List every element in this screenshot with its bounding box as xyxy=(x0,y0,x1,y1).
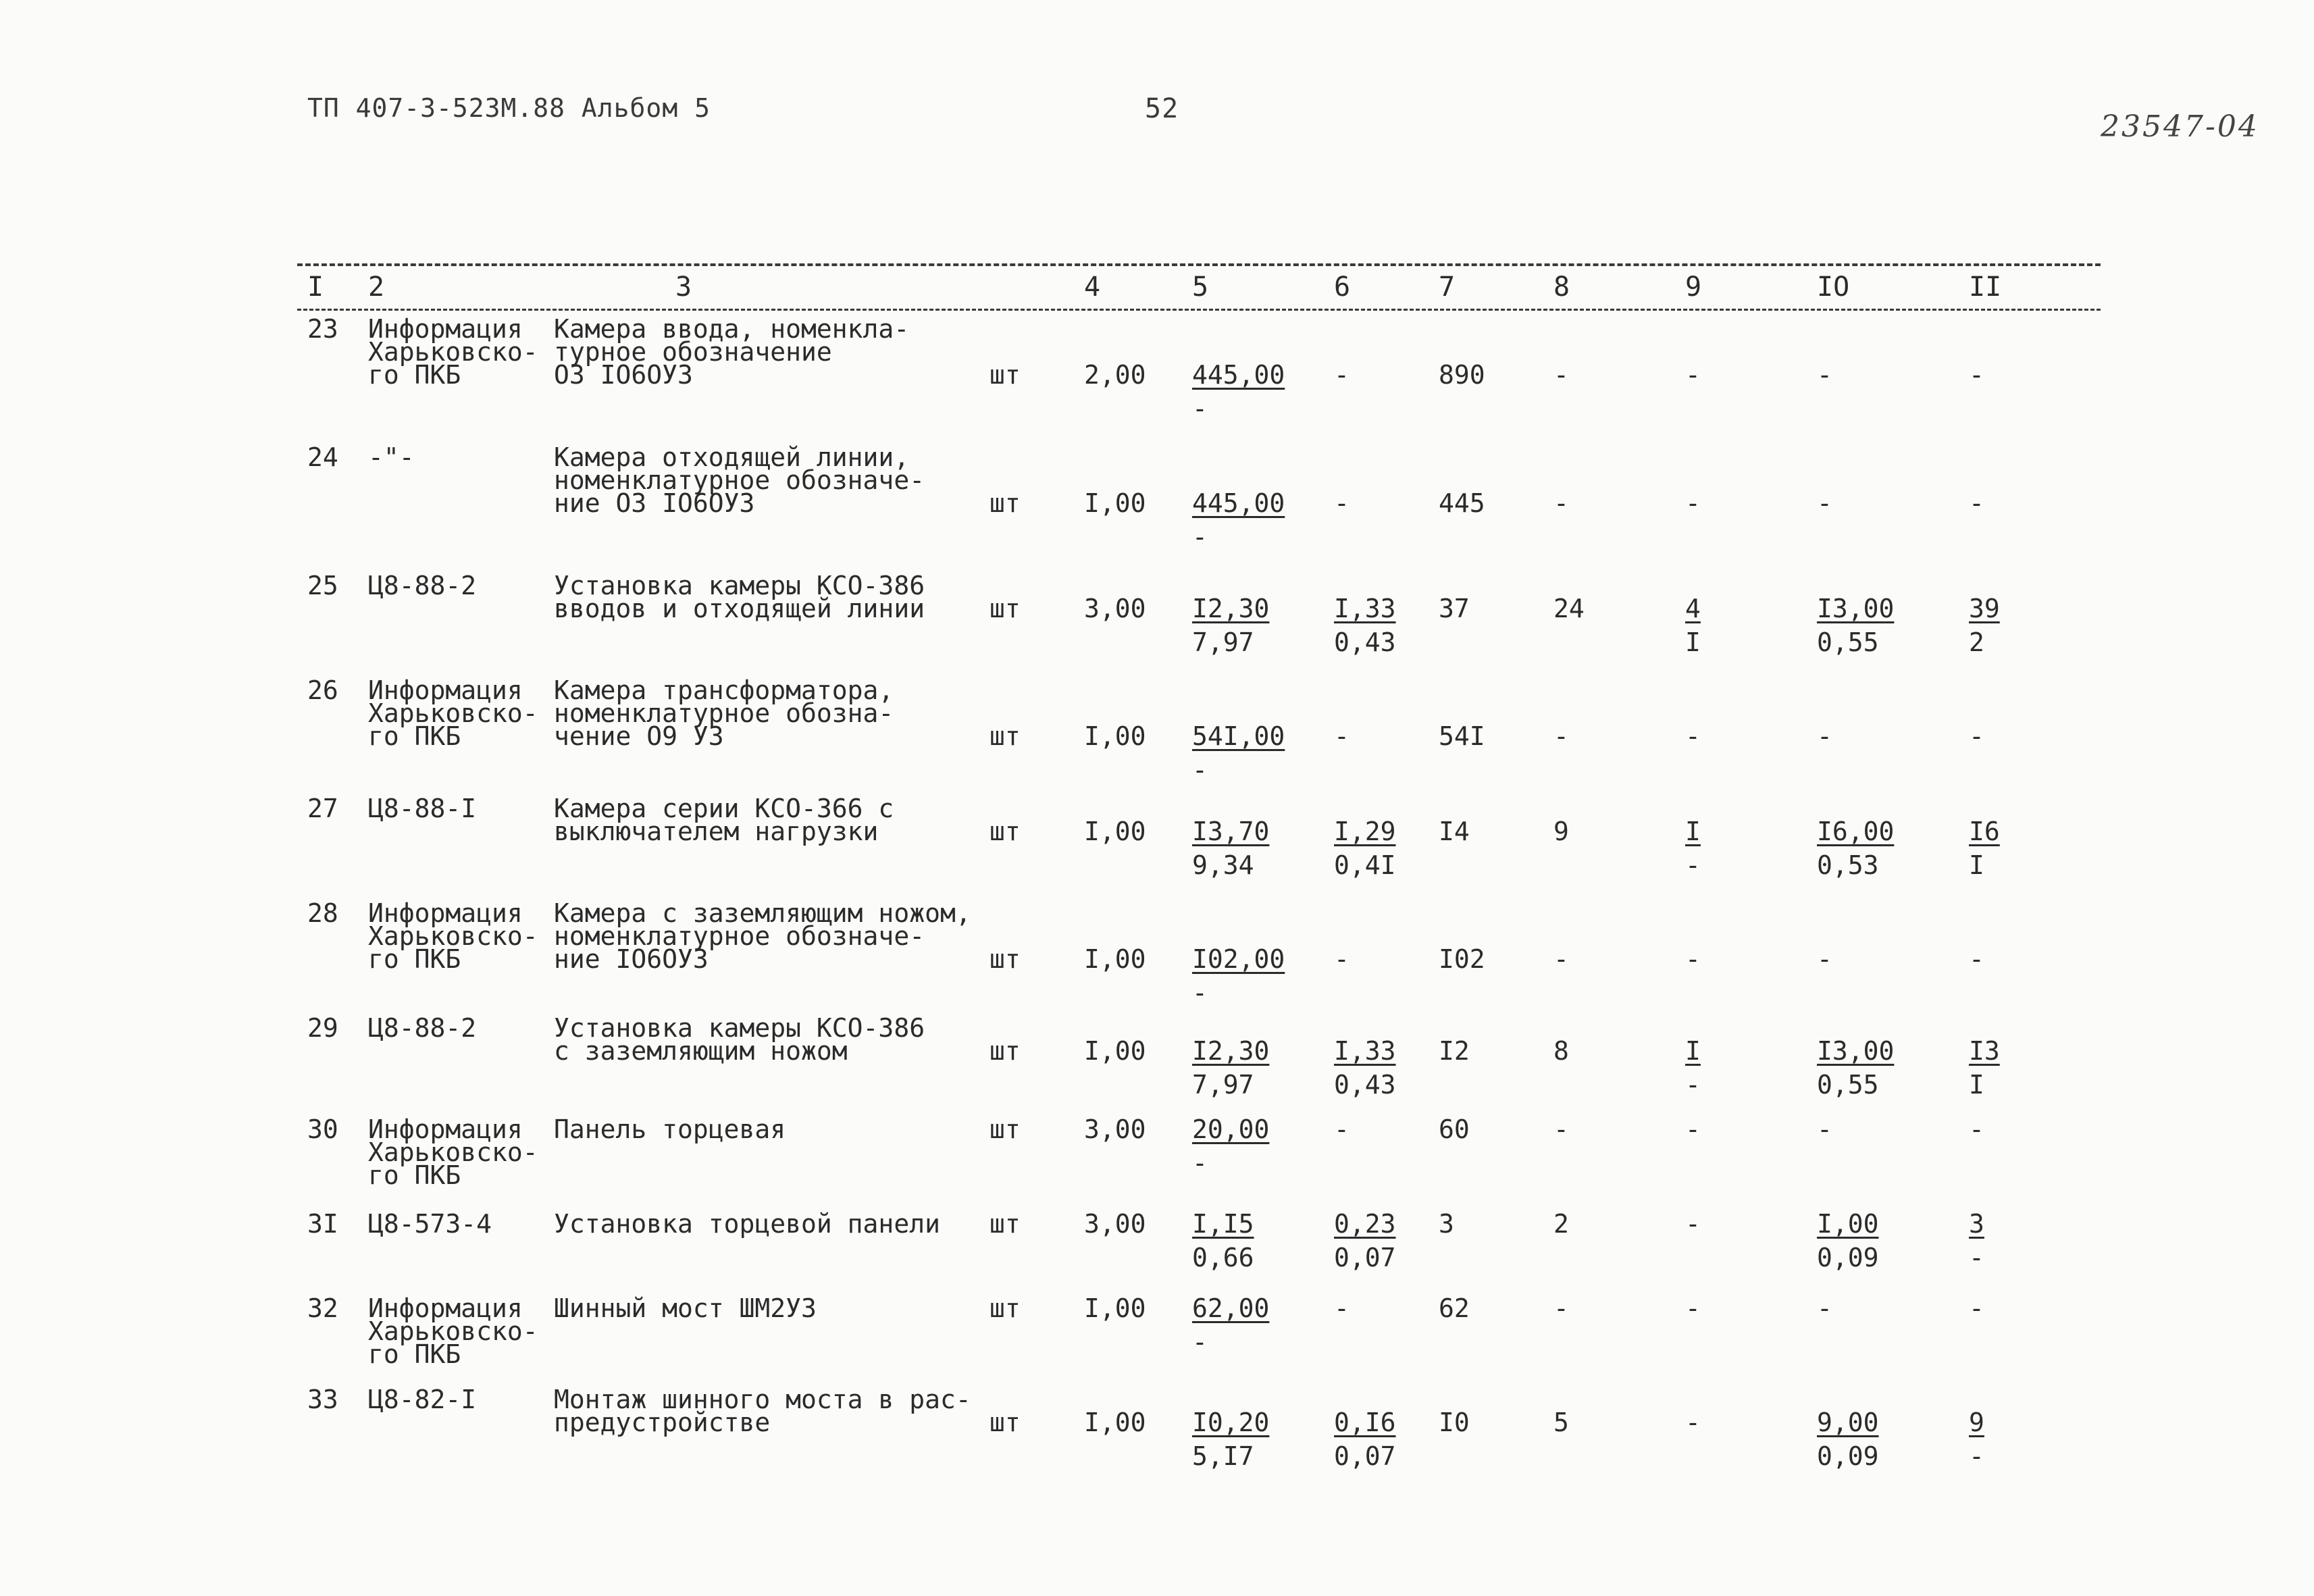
row-col9-bottom: I xyxy=(1685,627,1701,657)
row-unit: шт xyxy=(989,944,1021,974)
column-number-3: 3 xyxy=(675,272,692,303)
row-col5-top: I02,00 xyxy=(1192,944,1285,974)
table-top-rule xyxy=(297,263,2101,266)
row-code: Ц8-88-I xyxy=(368,794,477,823)
row-col6-top: - xyxy=(1334,1293,1349,1323)
row-code: Информация Харьковско- го ПКБ xyxy=(368,1114,538,1190)
row-col10-top: - xyxy=(1817,721,1832,751)
row-description: Установка камеры КСО-386 вводов и отходящей линии xyxy=(554,571,925,623)
row-number: 29 xyxy=(307,1013,338,1043)
row-col6-top: I,29 xyxy=(1334,817,1396,846)
row-code: Ц8-88-2 xyxy=(368,1013,477,1043)
row-col8: 24 xyxy=(1553,594,1585,623)
row-unit: шт xyxy=(989,488,1021,518)
row-col11-top: 9 xyxy=(1969,1408,1984,1437)
row-quantity: 3,00 xyxy=(1084,1114,1146,1144)
row-code: Ц8-88-2 xyxy=(368,571,477,600)
row-col5-top: I,I5 xyxy=(1192,1209,1254,1239)
row-number: 32 xyxy=(307,1293,338,1323)
row-col5-top: I2,30 xyxy=(1192,1036,1270,1066)
row-number: 28 xyxy=(307,898,338,928)
row-col7: 890 xyxy=(1439,360,1485,390)
row-col7: 54I xyxy=(1439,721,1485,751)
row-description: Установка камеры КСО-386 с заземляющим ножом xyxy=(554,1013,925,1066)
row-description: Камера серии КСО-366 с выключателем нагрузки xyxy=(554,794,894,846)
row-col7: 37 xyxy=(1439,594,1470,623)
row-col5-top: 54I,00 xyxy=(1192,721,1285,751)
row-col8: 9 xyxy=(1553,817,1569,846)
row-col5-top: 20,00 xyxy=(1192,1114,1270,1144)
row-code: Информация Харьковско- го ПКБ xyxy=(368,314,538,390)
row-code: Информация Харьковско- го ПКБ xyxy=(368,1293,538,1369)
row-col9-bottom: - xyxy=(1685,1070,1701,1100)
row-col8: - xyxy=(1553,1114,1569,1144)
row-quantity: I,00 xyxy=(1084,1293,1146,1323)
row-col5-bottom: - xyxy=(1192,522,1208,552)
row-col11-bottom: - xyxy=(1969,1243,1984,1272)
row-code: Информация Харьковско- го ПКБ xyxy=(368,675,538,751)
row-col8: 2 xyxy=(1553,1209,1569,1239)
column-number-1: I xyxy=(307,272,324,303)
row-col11-top: I3 xyxy=(1969,1036,2000,1066)
row-col5-top: I0,20 xyxy=(1192,1408,1270,1437)
row-col6-top: - xyxy=(1334,944,1349,974)
row-col7: I02 xyxy=(1439,944,1485,974)
row-col5-bottom: - xyxy=(1192,978,1208,1008)
column-number-6: 5 xyxy=(1192,272,1209,303)
row-col11-top: - xyxy=(1969,944,1984,974)
row-col9-top: I xyxy=(1685,1036,1701,1066)
row-description: Шинный мост ШМ2УЗ xyxy=(554,1293,817,1323)
row-col10-top: - xyxy=(1817,944,1832,974)
row-number: 24 xyxy=(307,442,338,472)
row-description: Камера с заземляющим ножом, номенклатурное обозначе- ние IО6ОУЗ xyxy=(554,898,971,974)
row-col11-bottom: - xyxy=(1969,1441,1984,1471)
row-col5-top: I3,70 xyxy=(1192,817,1270,846)
row-col10-top: I3,00 xyxy=(1817,1036,1895,1066)
row-col9-top: 4 xyxy=(1685,594,1701,623)
row-col5-bottom: 7,97 xyxy=(1192,1070,1254,1100)
row-quantity: I,00 xyxy=(1084,488,1146,518)
row-col6-bottom: 0,43 xyxy=(1334,1070,1396,1100)
row-col11-top: - xyxy=(1969,1293,1984,1323)
row-col10-bottom: 0,55 xyxy=(1817,1070,1879,1100)
row-unit: шт xyxy=(989,594,1021,623)
row-description: Камера трансформатора, номенклатурное обозна- чение О9 УЗ xyxy=(554,675,894,751)
row-col10-bottom: 0,09 xyxy=(1817,1243,1879,1272)
row-number: 23 xyxy=(307,314,338,344)
row-unit: шт xyxy=(989,1209,1021,1239)
column-number-2: 2 xyxy=(368,272,385,303)
row-col10-top: - xyxy=(1817,1293,1832,1323)
row-col8: - xyxy=(1553,721,1569,751)
row-col9-top: - xyxy=(1685,1293,1701,1323)
row-col10-top: I,00 xyxy=(1817,1209,1879,1239)
row-col9-top: - xyxy=(1685,1408,1701,1437)
row-col6-top: 0,I6 xyxy=(1334,1408,1396,1437)
row-number: 3I xyxy=(307,1209,338,1239)
row-quantity: I,00 xyxy=(1084,721,1146,751)
row-quantity: I,00 xyxy=(1084,1408,1146,1437)
row-col11-top: - xyxy=(1969,488,1984,518)
row-col6-bottom: 0,4I xyxy=(1334,850,1396,880)
row-col10-bottom: 0,55 xyxy=(1817,627,1879,657)
row-code: Информация Харьковско- го ПКБ xyxy=(368,898,538,974)
row-quantity: I,00 xyxy=(1084,944,1146,974)
row-col5-top: 445,00 xyxy=(1192,360,1285,390)
row-unit: шт xyxy=(989,1293,1021,1323)
row-col5-bottom: - xyxy=(1192,755,1208,785)
row-col11-top: I6 xyxy=(1969,817,2000,846)
row-col8: - xyxy=(1553,488,1569,518)
column-number-12: II xyxy=(1969,272,2002,303)
column-number-9: 8 xyxy=(1553,272,1570,303)
row-col6-top: - xyxy=(1334,721,1349,751)
row-col11-bottom: I xyxy=(1969,850,1984,880)
row-col11-top: - xyxy=(1969,1114,1984,1144)
archive-stamp: 23547-04 xyxy=(2101,109,2259,144)
row-col6-bottom: 0,43 xyxy=(1334,627,1396,657)
row-quantity: 3,00 xyxy=(1084,1209,1146,1239)
row-col10-top: - xyxy=(1817,360,1832,390)
row-col11-top: 3 xyxy=(1969,1209,1984,1239)
row-code: Ц8-573-4 xyxy=(368,1209,492,1239)
row-description: Установка торцевой панели xyxy=(554,1209,940,1239)
row-unit: шт xyxy=(989,817,1021,846)
row-col6-top: 0,23 xyxy=(1334,1209,1396,1239)
row-col7: 3 xyxy=(1439,1209,1454,1239)
row-col6-top: - xyxy=(1334,488,1349,518)
header-bottom-rule xyxy=(297,309,2101,311)
row-col9-top: - xyxy=(1685,488,1701,518)
row-col8: - xyxy=(1553,944,1569,974)
row-col9-top: - xyxy=(1685,721,1701,751)
row-col9-top: - xyxy=(1685,360,1701,390)
row-col7: I0 xyxy=(1439,1408,1470,1437)
row-col10-top: 9,00 xyxy=(1817,1408,1879,1437)
column-number-8: 7 xyxy=(1439,272,1456,303)
row-col10-bottom: 0,53 xyxy=(1817,850,1879,880)
row-col9-top: - xyxy=(1685,1114,1701,1144)
row-unit: шт xyxy=(989,360,1021,390)
row-col5-top: I2,30 xyxy=(1192,594,1270,623)
row-quantity: I,00 xyxy=(1084,1036,1146,1066)
row-quantity: 2,00 xyxy=(1084,360,1146,390)
row-col11-top: 39 xyxy=(1969,594,2000,623)
row-col9-bottom: - xyxy=(1685,850,1701,880)
row-col5-bottom: - xyxy=(1192,1327,1208,1357)
row-unit: шт xyxy=(989,721,1021,751)
row-col5-top: 62,00 xyxy=(1192,1293,1270,1323)
row-col6-top: - xyxy=(1334,360,1349,390)
row-unit: шт xyxy=(989,1114,1021,1144)
row-col5-bottom: 5,I7 xyxy=(1192,1441,1254,1471)
row-number: 25 xyxy=(307,571,338,600)
row-quantity: 3,00 xyxy=(1084,594,1146,623)
row-col6-bottom: 0,07 xyxy=(1334,1441,1396,1471)
row-number: 26 xyxy=(307,675,338,705)
row-number: 27 xyxy=(307,794,338,823)
row-col7: I2 xyxy=(1439,1036,1470,1066)
row-number: 30 xyxy=(307,1114,338,1144)
row-col9-top: - xyxy=(1685,944,1701,974)
row-col5-bottom: 0,66 xyxy=(1192,1243,1254,1272)
row-number: 33 xyxy=(307,1385,338,1414)
row-col8: - xyxy=(1553,360,1569,390)
row-col10-bottom: 0,09 xyxy=(1817,1441,1879,1471)
row-unit: шт xyxy=(989,1408,1021,1437)
row-code: -"- xyxy=(368,442,415,472)
row-description: Камера отходящей линии, номенклатурное обозначе- ние О3 IО6ОУЗ xyxy=(554,442,925,518)
row-col10-top: I3,00 xyxy=(1817,594,1895,623)
row-col9-top: - xyxy=(1685,1209,1701,1239)
row-col7: 445 xyxy=(1439,488,1485,518)
column-number-7: 6 xyxy=(1334,272,1351,303)
column-number-10: 9 xyxy=(1685,272,1702,303)
row-col6-top: - xyxy=(1334,1114,1349,1144)
row-description: Монтаж шинного моста в рас- предустройстве xyxy=(554,1385,971,1437)
column-number-5: 4 xyxy=(1084,272,1101,303)
document-code: ТП 407-3-523М.88 Альбом 5 xyxy=(307,93,711,123)
row-col6-top: I,33 xyxy=(1334,1036,1396,1066)
row-col11-bottom: I xyxy=(1969,1070,1984,1100)
row-description: Панель торцевая xyxy=(554,1114,786,1144)
row-col8: - xyxy=(1553,1293,1569,1323)
row-code: Ц8-82-I xyxy=(368,1385,477,1414)
row-col9-top: I xyxy=(1685,817,1701,846)
row-col10-top: I6,00 xyxy=(1817,817,1895,846)
row-col5-bottom: 9,34 xyxy=(1192,850,1254,880)
row-col6-top: I,33 xyxy=(1334,594,1396,623)
page-number: 52 xyxy=(1145,93,1179,124)
row-col6-bottom: 0,07 xyxy=(1334,1243,1396,1272)
row-col8: 8 xyxy=(1553,1036,1569,1066)
column-number-11: IO xyxy=(1817,272,1850,303)
row-col11-top: - xyxy=(1969,360,1984,390)
row-col10-top: - xyxy=(1817,1114,1832,1144)
row-col7: I4 xyxy=(1439,817,1470,846)
row-col7: 60 xyxy=(1439,1114,1470,1144)
row-col11-top: - xyxy=(1969,721,1984,751)
row-col11-bottom: 2 xyxy=(1969,627,1984,657)
row-col5-bottom: - xyxy=(1192,1148,1208,1178)
row-col10-top: - xyxy=(1817,488,1832,518)
row-description: Камера ввода, номенкла- турное обозначение О3 IО6ОУЗ xyxy=(554,314,910,390)
row-quantity: I,00 xyxy=(1084,817,1146,846)
row-unit: шт xyxy=(989,1036,1021,1066)
row-col5-bottom: 7,97 xyxy=(1192,627,1254,657)
row-col5-bottom: - xyxy=(1192,394,1208,423)
row-col8: 5 xyxy=(1553,1408,1569,1437)
row-col5-top: 445,00 xyxy=(1192,488,1285,518)
row-col7: 62 xyxy=(1439,1293,1470,1323)
